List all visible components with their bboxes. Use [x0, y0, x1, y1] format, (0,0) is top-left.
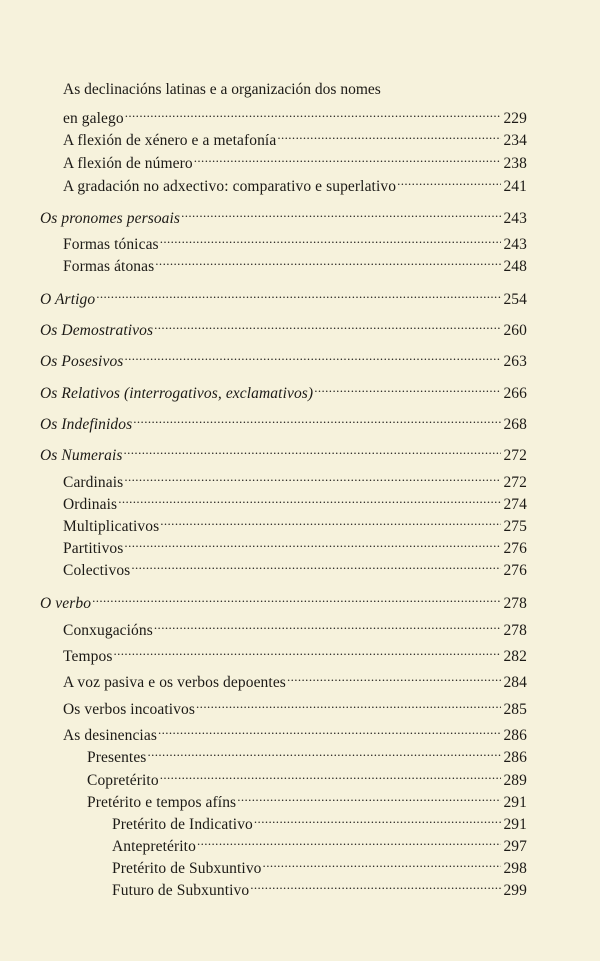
toc-entry-page: 284: [503, 674, 527, 691]
dot-leader: [124, 467, 501, 487]
toc-entry-label: Multiplicativos: [63, 518, 160, 535]
toc-entry: [63, 667, 527, 693]
toc-entry-label: A voz pasiva e os verbos depoentes: [63, 674, 286, 691]
toc-entry-label: Ordinais: [63, 496, 118, 513]
dot-leader: [124, 346, 501, 366]
toc-entry-page: 234: [503, 132, 527, 149]
dot-leader: [237, 787, 501, 807]
dot-leader: [113, 641, 501, 661]
dot-leader: [154, 315, 501, 335]
toc-entry-page: 291: [503, 816, 527, 833]
dot-leader: [155, 251, 501, 271]
toc-entry-page: 289: [503, 772, 527, 789]
dot-leader: [197, 831, 502, 851]
toc-entry-page: 299: [503, 882, 527, 899]
dot-leader: [124, 533, 501, 553]
toc-entry-page: 276: [503, 540, 527, 557]
toc-section-page: 243: [503, 210, 527, 227]
toc-entry-label: Antepretérito: [112, 838, 196, 855]
dot-leader: [154, 615, 502, 635]
toc-entry-page: 298: [503, 860, 527, 877]
toc-entry-label: A flexión de número: [63, 155, 193, 172]
toc-section-page: 263: [503, 353, 527, 370]
dot-leader: [92, 588, 501, 608]
toc-entry-label: Futuro de Subxuntivo: [112, 882, 250, 899]
toc-entry-label: As declinacións latinas e a organización dos nomes: [63, 81, 381, 98]
toc-entry-page: 291: [503, 794, 527, 811]
toc-section-label: Os Relativos (interrogativos, exclamativos): [40, 385, 314, 402]
toc-entry-page: 243: [503, 236, 527, 253]
toc-entry-page: 297: [503, 838, 527, 855]
toc-section-page: 268: [503, 416, 527, 433]
toc-entry-label: Conxugacións: [63, 622, 153, 639]
toc-entry-label: Cardinais: [63, 474, 124, 491]
dot-leader: [123, 440, 501, 460]
toc-section-page: 278: [503, 595, 527, 612]
dot-leader: [287, 667, 502, 687]
toc-entry-label: Formas átonas: [63, 258, 155, 275]
toc-entry-label: As desinencias: [63, 727, 157, 744]
toc-section-label: Os Numerais: [40, 447, 123, 464]
toc-section: [40, 284, 527, 310]
toc-entry-page: 272: [503, 474, 527, 491]
toc-section: [40, 440, 527, 466]
toc-section-label: Os Indefinidos: [40, 416, 133, 433]
toc-entry-page: 276: [503, 562, 527, 579]
toc-entry-label: A flexión de xénero e a metafonía: [63, 132, 277, 149]
toc-entry-page: 248: [503, 258, 527, 275]
toc-entry-page: 238: [503, 155, 527, 172]
toc-entry-page: 285: [503, 701, 527, 718]
toc-entry-page: 286: [503, 749, 527, 766]
dot-leader: [160, 511, 501, 531]
dot-leader: [196, 694, 501, 714]
toc-entry-page: 241: [503, 178, 527, 195]
toc-entry: [63, 694, 527, 720]
toc-section-page: 266: [503, 385, 527, 402]
dot-leader: [250, 875, 501, 895]
toc-entry: [63, 615, 527, 641]
toc-entry-label: Presentes: [87, 749, 147, 766]
toc-entry-label: Pretérito de Subxuntivo: [112, 860, 262, 877]
dot-leader: [263, 853, 502, 873]
toc-section-label: O verbo: [40, 595, 92, 612]
toc-entry-label: Tempos: [63, 648, 113, 665]
dot-leader: [158, 720, 501, 740]
toc-section-label: Os Posesivos: [40, 353, 124, 370]
toc-entry-label: Formas tónicas: [63, 236, 159, 253]
toc-section-page: 272: [503, 447, 527, 464]
dot-leader: [397, 171, 501, 191]
dot-leader: [131, 555, 501, 575]
dot-leader: [314, 378, 501, 398]
toc-entry-page: 274: [503, 496, 527, 513]
toc-entry-page: 282: [503, 648, 527, 665]
dot-leader: [118, 489, 501, 509]
toc-entry-label: A gradación no adxectivo: comparativo e superlativo: [63, 178, 397, 195]
toc-entry-label: Copretérito: [87, 772, 159, 789]
dot-leader: [277, 125, 501, 145]
toc-section-page: 260: [503, 322, 527, 339]
dot-leader: [254, 809, 502, 829]
toc-entry: [63, 171, 527, 197]
toc-section-label: O Artigo: [40, 291, 96, 308]
toc-section-label: Os Demostrativos: [40, 322, 154, 339]
toc-entry-label: Os verbos incoativos: [63, 701, 196, 718]
toc-section: [40, 378, 527, 404]
toc-entry-label: en galego: [63, 110, 124, 127]
toc-section-label: Os pronomes persoais: [40, 210, 181, 227]
toc-entry-label: Colectivos: [63, 562, 131, 579]
toc-section: [40, 203, 527, 229]
dot-leader: [125, 103, 502, 123]
toc-entry: [63, 641, 527, 667]
toc-section: [40, 409, 527, 435]
toc-entry-page: 229: [503, 110, 527, 127]
dot-leader: [133, 409, 501, 429]
dot-leader: [181, 203, 501, 223]
dot-leader: [147, 742, 501, 762]
toc-section: [40, 315, 527, 341]
toc-section-page: 254: [503, 291, 527, 308]
toc-entry-page: 286: [503, 727, 527, 744]
toc-entry-label: Pretérito e tempos afíns: [87, 794, 237, 811]
dot-leader: [160, 229, 502, 249]
toc-section: [40, 588, 527, 614]
toc-entry: [63, 555, 527, 581]
toc-entry-page: 275: [503, 518, 527, 535]
toc-section: [40, 346, 527, 372]
dot-leader: [194, 148, 502, 168]
toc-entry: [63, 251, 527, 277]
toc-entry-label: Partitivos: [63, 540, 124, 557]
toc-entry: [112, 875, 527, 901]
toc-entry-page: 278: [503, 622, 527, 639]
dot-leader: [96, 284, 501, 304]
dot-leader: [160, 765, 502, 785]
toc-entry-label: Pretérito de Indicativo: [112, 816, 253, 833]
